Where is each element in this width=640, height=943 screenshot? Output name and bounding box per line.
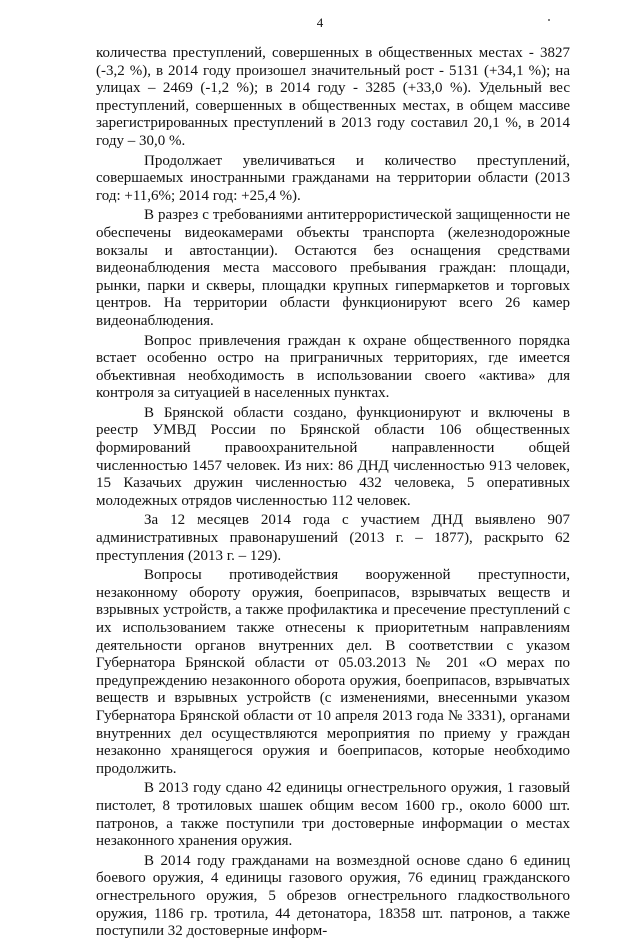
paragraph-5: В Брянской области создано, функционируют и включены в реестр УМВД России по Брянской области 106 общественных формирований правоохранительной направленности общей численностью 1457 человек. Из них: 86 ДНД численностью 913 человек, 15 Казачьих дружин численностью 432 человека, 5 оперативных молодежных отрядов численностью 112 человек. xyxy=(96,404,570,509)
paragraph-9: В 2014 году гражданами на возмездной основе сдано 6 единиц боевого оружия, 4 единицы газового оружия, 76 единиц гражданского огнестрельного оружия, 5 обрезов огнестрельного гладкоствольного оружия, 1186 гр. тротила, 44 детонатора, 18358 шт. патронов, а также поступили 32 достоверные информ- xyxy=(96,852,570,940)
scan-speck xyxy=(548,19,550,21)
paragraph-8: В 2013 году сдано 42 единицы огнестрельного оружия, 1 газовый пистолет, 8 тротиловых шашек общим весом 1600 гр., около 6000 шт. патронов, а также поступили три достоверные информации о местах незаконного хранения оружия. xyxy=(96,780,570,850)
document-body xyxy=(96,45,570,943)
paragraph-6: За 12 месяцев 2014 года с участием ДНД выявлено 907 административных правонарушений (2013 г. – 1877), раскрыто 62 преступления (2013 г. – 129). xyxy=(96,512,570,564)
paragraph-2: Продолжает увеличиваться и количество преступлений, совершаемых иностранными гражданами на территории области (2013 год: +11,6%; 2014 год: +25,4 %). xyxy=(96,152,570,204)
paragraph-1: количества преступлений, совершенных в общественных местах - 3827 (-3,2 %), в 2014 году произошел значительный рост - 5131 (+34,1 %); на улицах – 2469 (-1,2 %); в 2014 году - 3285 (+33,0 %). Удельный вес преступлений, совершенных в общественных местах, в общем массиве зарегистрированных преступлений в 2013 году составил 20,1 %, в 2014 году – 30,0 %. xyxy=(96,45,570,149)
paragraph-7: Вопросы противодействия вооруженной преступности, незаконному обороту оружия, боеприпасов, взрывчатых веществ и взрывных устройств, а также профилактика и пресечение преступлений с их использованием также отнесены к приоритетным направлениям деятельности органов внутренних дел. В соответствии с указом Губернатора Брянской области от 05.03.2013 № 201 «О мерах по предупреждению незаконного оборота оружия, боеприпасов, взрывчатых веществ и взрывных устройств (с изменениями, внесенными указом Губернатора Брянской области от 10 апреля 2013 года № 3331), органами внутренних дел осуществляются мероприятия по приему у граждан незаконно хранящегося оружия и боеприпасов, которые необходимо продолжить. xyxy=(96,567,570,777)
paragraph-4: Вопрос привлечения граждан к охране общественного порядка встает особенно остро на приграничных территориях, где имеется объективная необходимость в использовании своего «актива» для контроля за ситуацией в населенных пунктах. xyxy=(96,332,570,402)
page-number: 4 xyxy=(316,15,324,30)
paragraph-3: В разрез с требованиями антитеррористической защищенности не обеспечены видеокамерами объекты транспорта (железнодорожные вокзалы и автостанции). Остаются без оснащения средствами видеонаблюдения места массового пребывания граждан: площади, рынки, парки и скверы, площадки крупных гипермаркетов и торговых центров. На территории области функционируют всего 26 камер видеонаблюдения. xyxy=(96,207,570,329)
